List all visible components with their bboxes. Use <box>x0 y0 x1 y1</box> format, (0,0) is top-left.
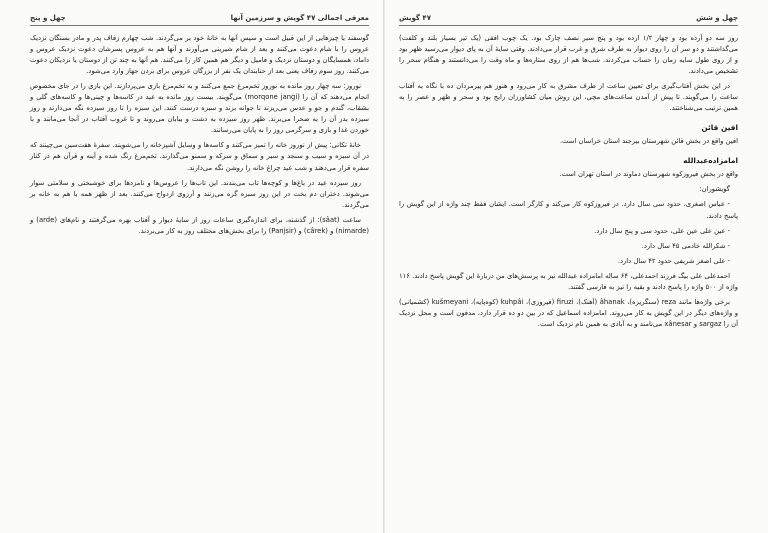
left-running-head <box>30 14 369 26</box>
informant-item: - علی اصغر شریفی حدود ۴۲ سال دارد. <box>617 256 730 265</box>
left-paragraph-1: گوسفند یا چیزهایی از این قبیل است و سپس آنها به خانهٔ خود بر می‌گردند. شب چهارم زفاف پدر و مادر بستگان نزدیک عروس را با شام دعوت می‌کنند و بعد از شام شیرینی می‌آورند و آنها هم به عروس پسرشان دعوت نزدیک عروس و داماد، همسایگان و دوستان نزدیک و فامیل و دیگر هم همین کار را می‌کنند. هم آنها به چند تن از دوستان یا نزدیکان دعوت می‌کنند. روز سوم زفاف یعنی بعد از حنابندان یک نفر از بزرگان عروس برای بردن جهاز وارد می‌شود. <box>30 34 369 76</box>
section-text-emamzadeh: واقع در بخش فیروزکوه شهرستان دماوند در استان تهران است. <box>559 170 738 179</box>
right-closing-paragraph-2: برخی واژه‌ها مانند reza (سنگریزه)، âhanak (آهنک)، firuzi (فیروزی)، kuhpâi (کوه‌پایه)، kušmeyani (کشمیانی) و واژه‌های دیگر در این گویش به کار می‌روند. امامزاده اسماعیل که در بین دو ده قرار دارد، مدفون است و محل نزدیک آن را sargaz و xânesar می‌نامند و به آبادی به همین نام نزدیک است. <box>399 297 738 328</box>
right-page-number: چهل و شش <box>696 14 738 22</box>
left-paragraph-4: روز سیزده عید در باغ‌ها و کوچه‌ها تاب می‌بندند. این تاب‌ها را عروس‌ها و نامزدها برای خوشبختی و سلامتی سوار می‌شوند. دختران دم بخت در این روز سبزه گره می‌زنند و آرزوی ازدواج می‌کنند. بعد از ظهر همه با هم به خانه بر می‌گردند. <box>30 178 369 209</box>
section-heading-afin: افین قائن <box>701 123 738 133</box>
informant-item: - شکرالله خادمی ۴۵ سال دارد. <box>641 241 730 250</box>
informant-item: - عین علی عین علی، حدود سی و پنج سال دارد. <box>594 226 730 235</box>
right-page <box>385 0 768 533</box>
left-page <box>0 0 383 533</box>
left-paragraph-2: نوروز: سه چهار روز مانده به نوروز تخم‌مرغ جمع می‌کنند و به تخم‌مرغ بازی می‌پردازند. این بازی را در جای مخصوص انجام می‌دهند که آن را (morqone jangi) می‌گویند. بیست روز مانده به عید در کاسه‌ها و چینی‌ها و کاسه‌های گلی و بشقاب، گندم و جو و عدس می‌ریزند تا جوانه بزند و سبزه درست کنند. این سبزه را تا روز سیزده نگه می‌دارند و روز سیزده بدر آن را به صحرا می‌برند. ظهر روز سیزده به دشت و بیابان می‌روند و تا غروب آفتاب در آنجا می‌مانند و با خوردن غذا و بازی و سرگرمی روز را به پایان می‌رسانند. <box>30 82 369 135</box>
informants-label: گویشوران: <box>699 185 730 194</box>
left-running-title: معرفی اجمالی ۴۷ گویش و سرزمین آنها <box>230 14 369 22</box>
informant-item: - عباس اصغری، حدود سی سال دارد. در فیروزکوه کار می‌کند و کارگر است. ایشان فقط چند واژه از این گویش را پاسخ دادند. <box>399 200 738 220</box>
right-paragraph-1: روز سه دو آرده بود و چهار ۱/۲ ارده بود و پنج سیر نصف چارک بود. یک چوب افقی (یک تیر بسیار بلند و کلفت) می‌گذاشتند و دو سر آن را روی دیوار به طرف شرق و غرب قرار می‌دادند. وقتی سایهٔ آن به پای دیوار می‌رسید ظهر بود و از روی طول سایه زمان را حساب می‌کردند. شب‌ها هم از روی ستاره‌ها و ماه وقت را می‌دانستند و هنگام سحر را تشخیص می‌دادند. <box>399 34 738 76</box>
right-running-title: ۴۷ گویش <box>399 14 431 22</box>
right-paragraph-2: در این بخش آفتاب‌گیری برای تعیین ساعت از طرف مشرق به کار می‌رود و هنوز هم پیرمردان ده با نگاه به آفتاب ساعت را می‌گویند. تا پیش از آمدن ساعت‌های مچی، این روش میان کشاورزان رایج بود و سحر و ظهر و عصر را به همین ترتیب می‌شناختند. <box>399 82 738 113</box>
section-text-afin: افین واقع در بخش قائن شهرستان بیرجند استان خراسان است. <box>559 137 738 146</box>
left-paragraph-5: ساعت (sâat): از گذشته، برای اندازه‌گیری ساعات روز از سایهٔ دیوار و آفتاب بهره می‌گرفتند و نام‌های (arde) و (nimarde) و (cârek) و (Panjsir) را برای بخش‌های مختلف روز به کار می‌بردند. <box>30 215 369 235</box>
right-body <box>399 33 738 330</box>
section-heading-emamzadeh: امامزاده‌عبدالله <box>683 156 738 166</box>
right-closing-paragraph-1: احمدعلی علی بیگ فرزند احمدعلی، ۶۴ ساله امامزاده عبدالله نیز به پرسش‌های من دربارهٔ این گویش پاسخ دادند. ۱۱۶ واژه از ۵۰۰ واژه را پاسخ دادند و بقیه را نیز به فارسی گفتند. <box>399 271 738 291</box>
left-paragraph-3: خانهٔ تکانی: پیش از نوروز خانه را تمیز می‌کنند و کاسه‌ها و وسایل آشپزخانه را می‌شویند. سفرهٔ هفت‌سین می‌چینند که در آن سبزه و سیب و سنجد و سیر و سماق و سرکه و سمنو می‌گذارند. تخم‌مرغ رنگ شده و آینه و قرآن هم در کنار سفره قرار می‌دهند و شب عید چراغ خانه را روشن نگه می‌دارند. <box>30 141 369 172</box>
left-page-number: چهل و پنج <box>30 14 66 22</box>
right-running-head <box>399 14 738 26</box>
left-body <box>30 33 369 237</box>
